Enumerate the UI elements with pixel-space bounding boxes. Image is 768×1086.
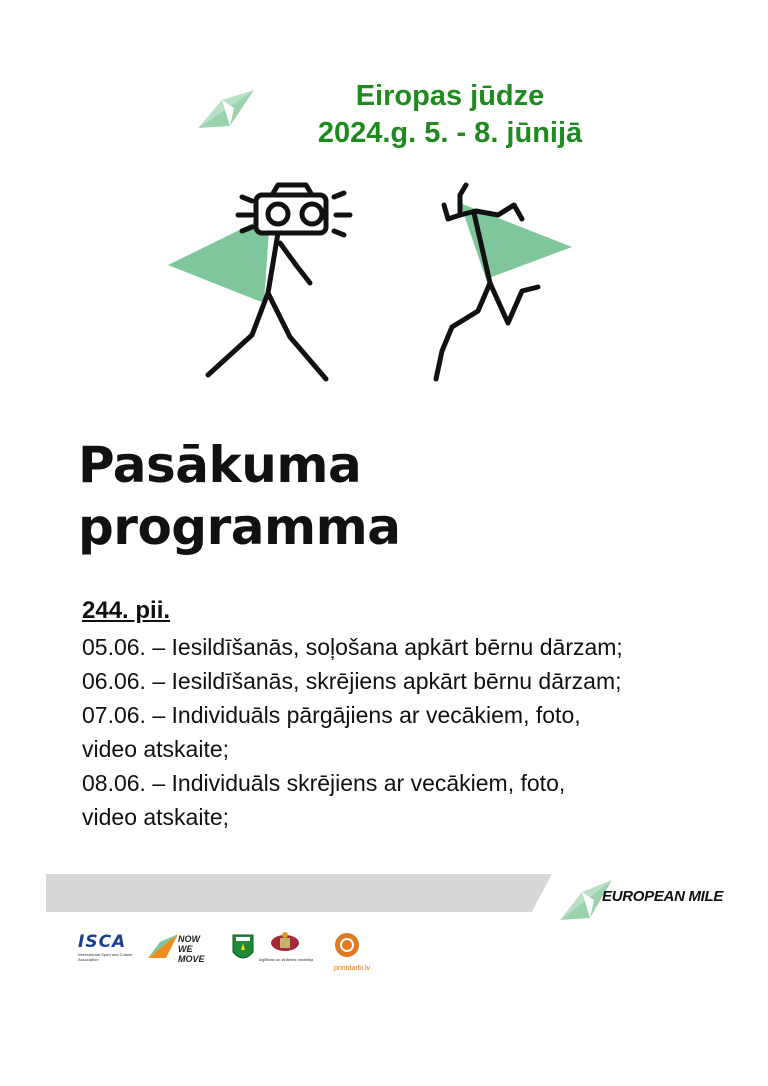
- now-we-move-line2: WE MOVE: [178, 944, 205, 964]
- ministry-logo: [258, 932, 316, 962]
- event-dates: 2024.g. 5. - 8. jūnijā: [317, 117, 583, 149]
- isca-logo-text: ISCA: [78, 932, 127, 952]
- program-heading: [78, 434, 400, 558]
- program-item-continuation: video atskaite;: [82, 804, 230, 830]
- ministry-logo-text: Izglītības un zinātnes ministrija: [258, 957, 314, 962]
- program-item: 05.06. – Iesildīšanās, soļošana apkārt bērnu dārzam;: [82, 634, 623, 660]
- sponsor-logos: [78, 928, 398, 972]
- program-list: [82, 630, 722, 834]
- footer-bar: [46, 874, 552, 912]
- sports-club-crest-icon: [232, 934, 254, 964]
- event-name: Eiropas jūdze: [355, 80, 545, 112]
- now-we-move-logo: [148, 932, 220, 962]
- isca-logo-subtitle: International Sport and Culture Association: [78, 952, 133, 962]
- stick-figures-illustration: [160, 175, 590, 390]
- program-heading-line1: Pasākuma: [78, 436, 362, 494]
- program-item: 08.06. – Individuāls skrējiens ar vecākiem, foto,: [82, 770, 566, 796]
- program-item-continuation: video atskaite;: [82, 736, 230, 762]
- program-item: 06.06. – Iesildīšanās, skrējiens apkārt bērnu dārzam;: [82, 668, 622, 694]
- now-we-move-icon: [148, 932, 178, 960]
- printdarbi-text: printdarbi.lv: [334, 965, 371, 972]
- latvian-coat-of-arms-icon: [270, 932, 300, 952]
- printdarbi-circle-icon: [334, 932, 360, 958]
- european-mile-brand: EUROPEAN MILE: [602, 888, 724, 905]
- running-figure: [436, 185, 572, 379]
- printdarbi-logo: [334, 932, 370, 972]
- program-heading-line2: programma: [78, 498, 401, 556]
- group-title: 244. pii.: [82, 597, 171, 624]
- walking-figure: [168, 185, 350, 379]
- program-item: 07.06. – Individuāls pārgājiens ar vecākiem, foto,: [82, 702, 581, 728]
- now-we-move-line1: NOW: [178, 934, 200, 944]
- event-title: [240, 78, 660, 152]
- program-section: [82, 594, 722, 834]
- isca-logo: [78, 932, 138, 962]
